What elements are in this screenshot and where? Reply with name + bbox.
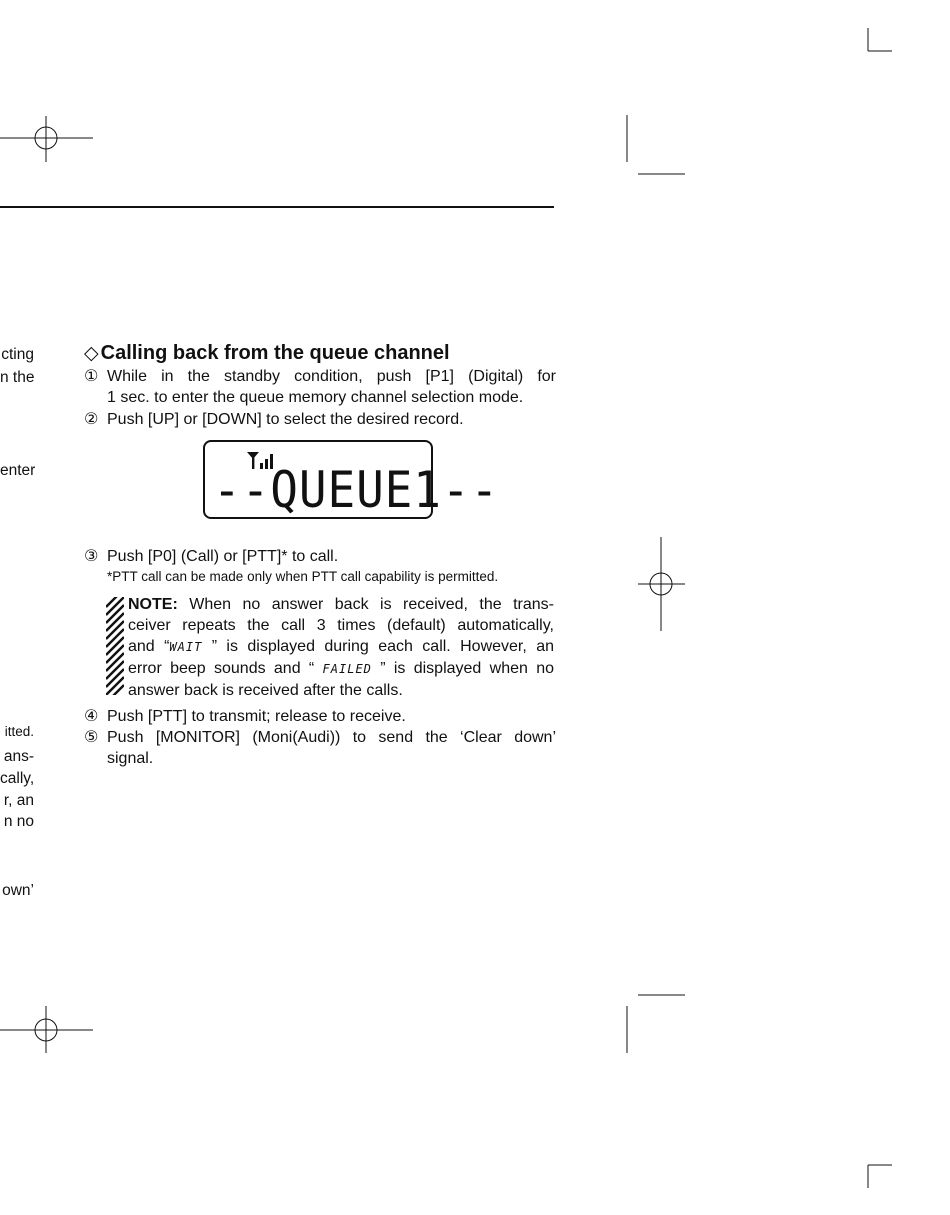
- step-number: ①: [84, 368, 99, 385]
- step-text: signal.: [107, 750, 154, 767]
- step-text: Push [P0] (Call) or [PTT]* to call.: [107, 548, 339, 565]
- lcd-wait-text: WAIT: [169, 640, 203, 654]
- diamond-icon: ◇: [84, 343, 99, 364]
- step-text: Push [MONITOR] (Moni(Audi)) to send the ‘Clear down’: [107, 729, 556, 746]
- step-number: ③: [84, 548, 99, 565]
- note-box: [128, 594, 554, 701]
- left-fragment: cting: [1, 346, 34, 363]
- left-fragment: r, an: [3, 792, 34, 809]
- step-4: [84, 706, 556, 727]
- note-text: and “: [128, 638, 170, 655]
- lcd-failed-text: FAILED: [322, 662, 372, 676]
- note-text: ” is displayed when no: [371, 660, 554, 677]
- note-label: NOTE:: [128, 596, 178, 613]
- step-number: ②: [84, 411, 99, 428]
- section-heading: [84, 341, 564, 366]
- left-fragment: own’: [2, 882, 34, 899]
- step-number: ④: [84, 708, 99, 725]
- left-fragment: itted.: [4, 724, 34, 739]
- step-text: Push [UP] or [DOWN] to select the desired record.: [107, 411, 464, 428]
- step-3: [84, 546, 556, 567]
- footnote: *PTT call can be made only when PTT call capability is permitted.: [107, 569, 499, 584]
- section-title: Calling back from the queue channel: [100, 342, 450, 364]
- step-number: ⑤: [84, 729, 99, 746]
- note-text: answer back is received after the calls.: [128, 682, 403, 699]
- left-fragment: cally,: [0, 770, 35, 787]
- step-5: [84, 727, 556, 769]
- header-rule: [0, 206, 554, 208]
- step-text: 1 sec. to enter the queue memory channel selection mode.: [107, 389, 524, 406]
- step-1: [84, 366, 556, 408]
- step-text: Push [PTT] to transmit; release to receive.: [107, 708, 406, 725]
- note-hatch-bar: [106, 597, 124, 695]
- note-text: When no answer back is received, the trans-: [189, 596, 554, 613]
- note-text: ” is displayed during each call. However, an: [202, 638, 555, 655]
- step-text: While in the standby condition, push [P1] (Digital) for: [107, 368, 556, 385]
- left-fragment: n the: [0, 369, 35, 386]
- lcd-readout: --QUEUE1--: [213, 461, 500, 519]
- note-text: error beep sounds and “: [128, 660, 323, 677]
- step-2: [84, 409, 556, 430]
- left-fragment: n no: [3, 813, 34, 830]
- note-text: ceiver repeats the call 3 times (default) automatically,: [128, 617, 554, 634]
- left-fragment: ans-: [3, 748, 34, 765]
- left-fragment: enter: [0, 462, 36, 479]
